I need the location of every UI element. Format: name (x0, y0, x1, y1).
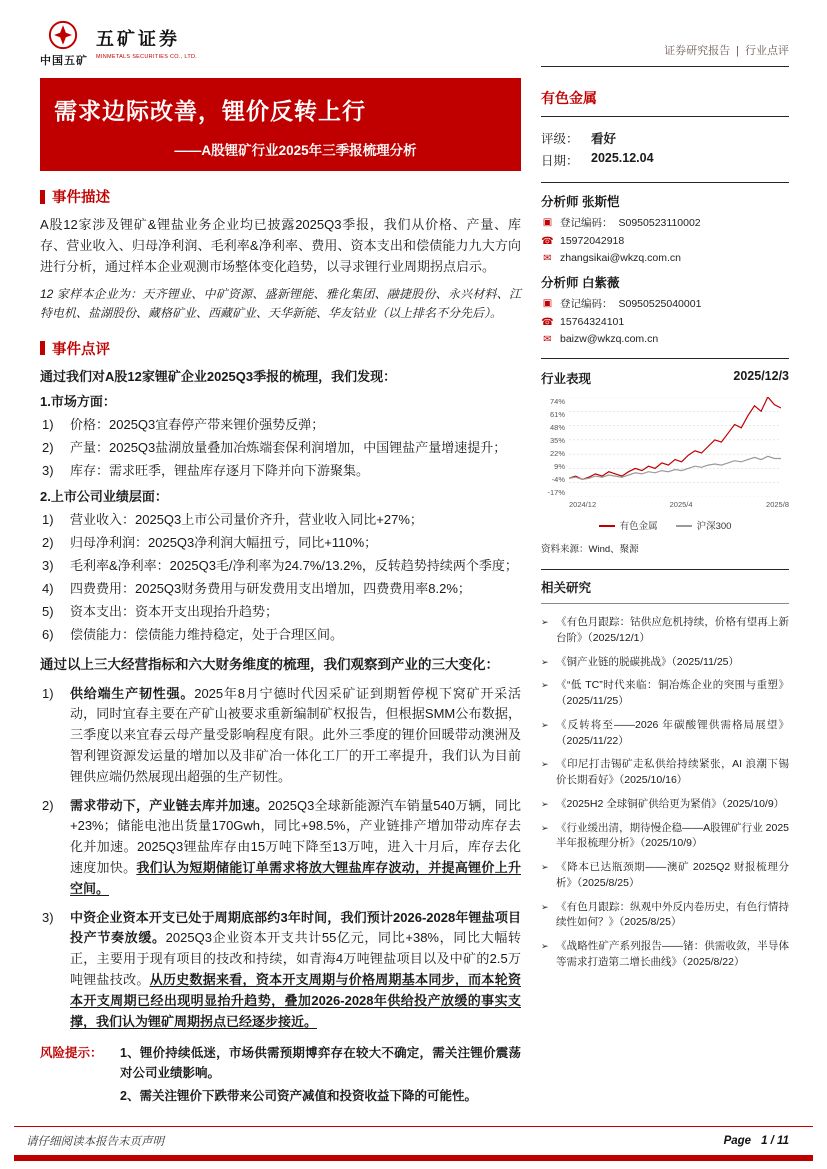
footer-red-bar (14, 1155, 813, 1161)
analyst-name: 分析师 张斯恺 (541, 195, 620, 209)
section-event-description (40, 186, 521, 207)
report-title: 需求边际改善，锂价反转上行 (54, 98, 366, 124)
item-label: 归母净利润： (70, 534, 149, 550)
email-address: baizw@wkzq.com.cn (560, 333, 659, 345)
related-research-title: 相关研究 (541, 570, 789, 604)
related-item-text: 《印尼打击锡矿走私供给持续紧张，AI 浪潮下锡价长期看好》（2025/10/16） (556, 758, 789, 786)
market-title: 1.市场方面： (40, 394, 116, 410)
risk-warning-block (40, 1044, 521, 1110)
phone-number: 15972042918 (560, 235, 625, 247)
performance-chart-svg (569, 397, 781, 497)
registration-icon: ▣ (542, 217, 553, 228)
legend-swatch-benchmark (676, 525, 692, 527)
y-tick: 35% (549, 436, 565, 445)
performance-title: 行业表现 (541, 372, 592, 386)
item-number: 2) (42, 797, 54, 813)
event-description-body: A股12家涉及锂矿&锂盐业务企业均已披露2025Q3季报，我们从价格、产量、库存、营业收入、归母净利润、毛利率&净利率、费用、资本支出和偿债能力九大方向进行分析，通过样本企业观测市场整体变化趋势，以寻求锂行业周期拐点启示。 (40, 217, 521, 274)
change-underline: 从历史数据来看，资本开支周期与价格周期基本同步，而本轮资本开支周期已经出现明显抬升趋势，叠加2026-2028年供给投产放缓的事实支撑，我们认为锂矿周期拐点已经逐步接近。 (70, 971, 521, 1029)
related-research-item (541, 860, 789, 892)
section-heading-text: 事件描述 (52, 190, 110, 206)
item-text: 2025Q3毛/净利率为24.7%/13.2%，反转趋势持续两个季度； (169, 557, 518, 573)
risk-items (120, 1044, 521, 1110)
related-research-item (541, 678, 789, 710)
risk-warning-label: 风险提示： (40, 1046, 103, 1061)
arrow-bullet-icon: ➢ (541, 901, 549, 912)
doc-type-divider: | (736, 45, 739, 57)
chart-x-axis (569, 500, 789, 509)
arrow-bullet-icon: ➢ (541, 719, 549, 730)
sidebar (541, 78, 789, 1169)
reg-code: S0950525040001 (618, 297, 702, 310)
report-subtitle: ——A股锂矿行业2025年三季报梳理分析 (174, 143, 417, 158)
item-text: 2025Q3财务费用与研发费用支出增加，四费费用率8.2%； (135, 580, 471, 596)
market-item (40, 438, 521, 458)
analyst-reg-line (541, 296, 789, 311)
brand-block (40, 20, 197, 68)
footer-disclaimer: 请仔细阅读本报告末页声明 (26, 1136, 164, 1148)
industry-change-item (40, 908, 521, 1033)
change-text: 2025Q3全球新能源汽车销量540万辆，同比+23%；储能电池出货量170Gwh，同比+98.5%，产业链排产增加带动库存去化并加速。2025Q3锂盐库存由15万吨下降至13万吨，进入十月后，库存去化速度加快。 (70, 797, 521, 875)
phone-icon: ☎ (541, 316, 554, 328)
chart-legend (541, 518, 789, 532)
item-number: 6) (42, 627, 54, 643)
item-label: 毛利率&净利率： (70, 557, 170, 573)
chart-source: 资料来源：Wind、聚源 (541, 544, 639, 555)
change-text: 2025年8月宁德时代因采矿证到期暂停枧下窝矿开采活动，同时宜春主要在产矿山被要求重新编制矿权报告，但根据SMM公布数据，三季度以来宜春云母产量受影响程度有限。此外三季度的锂价回暖带动澳洲及智利锂资源发运量的增加以及非矿冶一体化工厂的开工率提升，我们认为目前锂供应端仍然展现出超强的生产韧性。 (70, 685, 521, 784)
legend-label: 有色金属 (619, 521, 658, 532)
reg-label: 登记编码： (560, 298, 613, 310)
arrow-bullet-icon: ➢ (541, 941, 549, 951)
main-column (40, 78, 521, 1169)
related-item-text: 《行业缓出清，期待慢企稳——A股锂矿行业 2025 半年报梳理分析》（2025/10/9） (556, 821, 789, 850)
x-tick: 2025/8 (766, 500, 789, 509)
brand-company-name: 中国五矿 (40, 55, 88, 67)
arrow-bullet-icon: ➢ (541, 862, 549, 872)
company-title: 2.上市公司业绩层面： (40, 489, 168, 504)
risk-item: 1、锂价持续低迷，市场供需预期博弈存在较大不确定，需关注锂价震荡对公司业绩影响。 (120, 1046, 521, 1080)
analyst-reg-line (541, 215, 789, 230)
performance-header (541, 369, 789, 387)
minmetals-logo-icon (48, 20, 78, 50)
analyst-phone-line (541, 316, 789, 328)
item-text: 2025Q3宜春停产带来锂价强势反弹； (109, 416, 325, 432)
related-item-text: 《“低 TC”时代来临：铜冶炼企业的突围与重塑》（2025/11/25） (556, 679, 789, 707)
related-research-item (541, 615, 789, 647)
related-research-item (541, 718, 789, 750)
doc-type-text: 证券研究报告 (664, 45, 731, 57)
item-label: 库存： (70, 462, 110, 478)
market-item (40, 461, 521, 481)
legend-swatch-industry (599, 525, 615, 527)
company-item (40, 579, 521, 599)
email-icon: ✉ (543, 252, 552, 264)
email-icon: ✉ (543, 333, 552, 345)
change-lead: 需求带动下，产业链去库并加速。 (70, 797, 269, 813)
change-text: 2025Q3企业资本开支共计55亿元，同比+38%，同比大幅转正，主要用于现有项目的技改和持续，如青海4万吨锂盐项目以及中矿的2.5万吨锂盐技改。 (70, 930, 521, 987)
analyst-email-line (541, 333, 789, 345)
legend-label: 沪深300 (696, 521, 732, 532)
related-item-text: 《有色月跟踪：钴供应危机持续，价格有望再上新台阶》（2025/12/1） (556, 616, 789, 644)
analyst-name: 分析师 白紫薇 (541, 276, 620, 290)
comment-intro: 通过我们对A股12家锂矿企业2025Q3季报的梳理，我们发现： (40, 368, 397, 384)
arrow-bullet-icon: ➢ (541, 759, 549, 770)
analyst-email-line (541, 252, 789, 264)
brand-securities-en: MINMETALS SECURITIES CO., LTD. (96, 54, 198, 60)
page-label: Page (723, 1135, 752, 1147)
arrow-bullet-icon: ➢ (541, 656, 549, 667)
rating-row (541, 129, 789, 147)
change-underline: 我们认为短期储能订单需求将放大锂盐库存波动，并提高锂价上升空间。 (70, 859, 521, 896)
item-text: 2025Q3净利润大幅扭亏，同比+110%； (148, 534, 378, 550)
date-row (541, 151, 789, 169)
rating-value: 看好 (591, 132, 617, 146)
related-item-text: 《2025H2 全球铜矿供给更为紧俏》（2025/10/9） (556, 797, 785, 810)
performance-chart (541, 397, 789, 497)
item-text: 2025Q3盐湖放量叠加冶炼端套保利润增加，中国锂盐产量增速提升； (109, 439, 507, 455)
company-item (40, 533, 521, 553)
arrow-bullet-icon: ➢ (541, 798, 549, 809)
section-event-comment (40, 338, 521, 359)
x-tick: 2025/4 (669, 500, 693, 509)
analyst-phone-line (541, 235, 789, 247)
phone-icon: ☎ (541, 235, 554, 247)
brand-securities-name: 五矿证券 (96, 29, 180, 49)
brand-securities-block (96, 20, 197, 68)
related-item-text: 《降本已达瓶颈期——澳矿 2025Q2 财报梳理分析》（2025/8/25） (556, 861, 789, 889)
item-number: 1) (42, 511, 54, 527)
item-number: 1) (42, 685, 54, 701)
item-label: 偿债能力： (70, 627, 136, 643)
section-marker-icon (40, 190, 45, 204)
item-number: 2) (42, 439, 54, 455)
company-item (40, 602, 521, 622)
section-marker-icon (40, 341, 45, 355)
title-banner (40, 78, 521, 171)
section-heading-text: 事件点评 (52, 341, 110, 358)
arrow-bullet-icon: ➢ (541, 680, 549, 691)
related-research-item (541, 797, 789, 813)
email-address: zhangsikai@wkzq.com.cn (560, 252, 681, 264)
item-text: 2025Q3上市公司量价齐升，营业收入同比+27%； (135, 511, 423, 527)
report-type-label (541, 42, 789, 67)
related-item-text: 《有色月跟踪：纵观中外反内卷历史，有色行情持续性如何？》（2025/8/25） (556, 900, 789, 929)
item-label: 营业收入： (70, 511, 136, 527)
item-text: 需求旺季，锂盐库存逐月下降并向下游聚集。 (109, 462, 370, 478)
legend-item (676, 518, 732, 532)
y-tick: 9% (554, 462, 565, 471)
industry-change-item (40, 796, 521, 900)
item-label: 资本支出： (70, 604, 136, 620)
date-value: 2025.12.04 (591, 151, 654, 165)
rating-label: 评级： (541, 132, 579, 146)
change-lead: 中资企业资本开支已处于周期底部约3年时间，我们预计2026-2028年锂盐项目投产节奏放缓。 (70, 909, 521, 946)
related-research-block (541, 569, 789, 971)
item-label: 价格： (70, 416, 110, 432)
y-tick: 48% (549, 423, 565, 432)
company-item (40, 556, 521, 576)
item-number: 3) (42, 462, 54, 478)
observation-heading: 通过以上三大经营指标和六大财务维度的梳理，我们观察到产业的三大变化： (40, 657, 499, 673)
related-research-item (541, 939, 789, 971)
reg-code: S0950523110002 (618, 216, 701, 229)
company-item (40, 510, 521, 530)
related-research-item (541, 900, 789, 932)
industry-change-item (40, 684, 521, 788)
related-item-text: 《战略性矿产系列报告——锗：供需收敛，半导体等需求打造第二增长曲线》（2025/8/22） (556, 940, 789, 968)
related-item-text: 《反转将至——2026 年碳酸锂供需格局展望》（2025/11/22） (556, 718, 789, 747)
item-label: 产量： (70, 439, 110, 455)
item-text: 偿债能力维持稳定，处于合理区间。 (135, 627, 344, 643)
change-lead: 供给端生产韧性强。 (70, 685, 195, 701)
registration-icon: ▣ (542, 298, 553, 309)
related-research-item (541, 655, 789, 671)
related-item-text: 《铜产业链的脱碳挑战》（2025/11/25） (556, 655, 740, 668)
brand-logo-block (40, 20, 86, 68)
related-research-item (541, 757, 789, 789)
item-number: 3) (42, 557, 54, 573)
analyst-card (541, 192, 789, 264)
sample-companies-note: 12 家样本企业为：天齐锂业、中矿资源、盛新锂能、雅化集团、融捷股份、永兴材料、江特电机、盐湖股份、藏格矿业、西藏矿业、天华新能、华友钴业（以上排名不分先后）。 (40, 287, 521, 320)
item-number: 4) (42, 580, 54, 596)
date-label: 日期： (541, 154, 579, 168)
analyst-card (541, 273, 789, 345)
risk-item: 2、需关注锂价下跌带来公司资产减值和投资收益下降的可能性。 (120, 1089, 477, 1104)
legend-item (599, 518, 658, 532)
page-footer (14, 1126, 813, 1161)
industry-performance-block (541, 359, 789, 569)
item-number: 3) (42, 909, 54, 925)
related-research-list (541, 604, 789, 971)
doc-category-text: 行业点评 (745, 45, 789, 57)
item-number: 5) (42, 604, 54, 620)
chart-y-axis (541, 397, 569, 497)
item-label: 四费费用： (70, 580, 136, 596)
x-tick: 2024/12 (569, 500, 597, 509)
arrow-bullet-icon: ➢ (541, 822, 549, 833)
related-research-item (541, 821, 789, 853)
market-item (40, 415, 521, 435)
y-tick: 61% (549, 410, 565, 419)
reg-label: 登记编码： (560, 217, 613, 229)
rating-date-block (541, 117, 789, 183)
item-number: 1) (42, 416, 54, 432)
industry-name: 有色金属 (541, 78, 789, 117)
company-item (40, 625, 521, 645)
performance-date: 2025/12/3 (733, 369, 789, 383)
page-value: 1 / 11 (761, 1135, 789, 1147)
arrow-bullet-icon: ➢ (541, 617, 549, 627)
y-tick: 74% (549, 397, 565, 406)
page-number (724, 1135, 789, 1147)
y-tick: 22% (549, 449, 565, 458)
y-tick: -17% (547, 488, 565, 497)
item-number: 2) (42, 534, 54, 550)
item-text: 资本开支出现抬升趋势； (135, 604, 279, 620)
phone-number: 15764324101 (560, 316, 625, 328)
y-tick: -4% (551, 475, 565, 484)
analysts-block (541, 183, 789, 359)
page-header (0, 0, 827, 68)
